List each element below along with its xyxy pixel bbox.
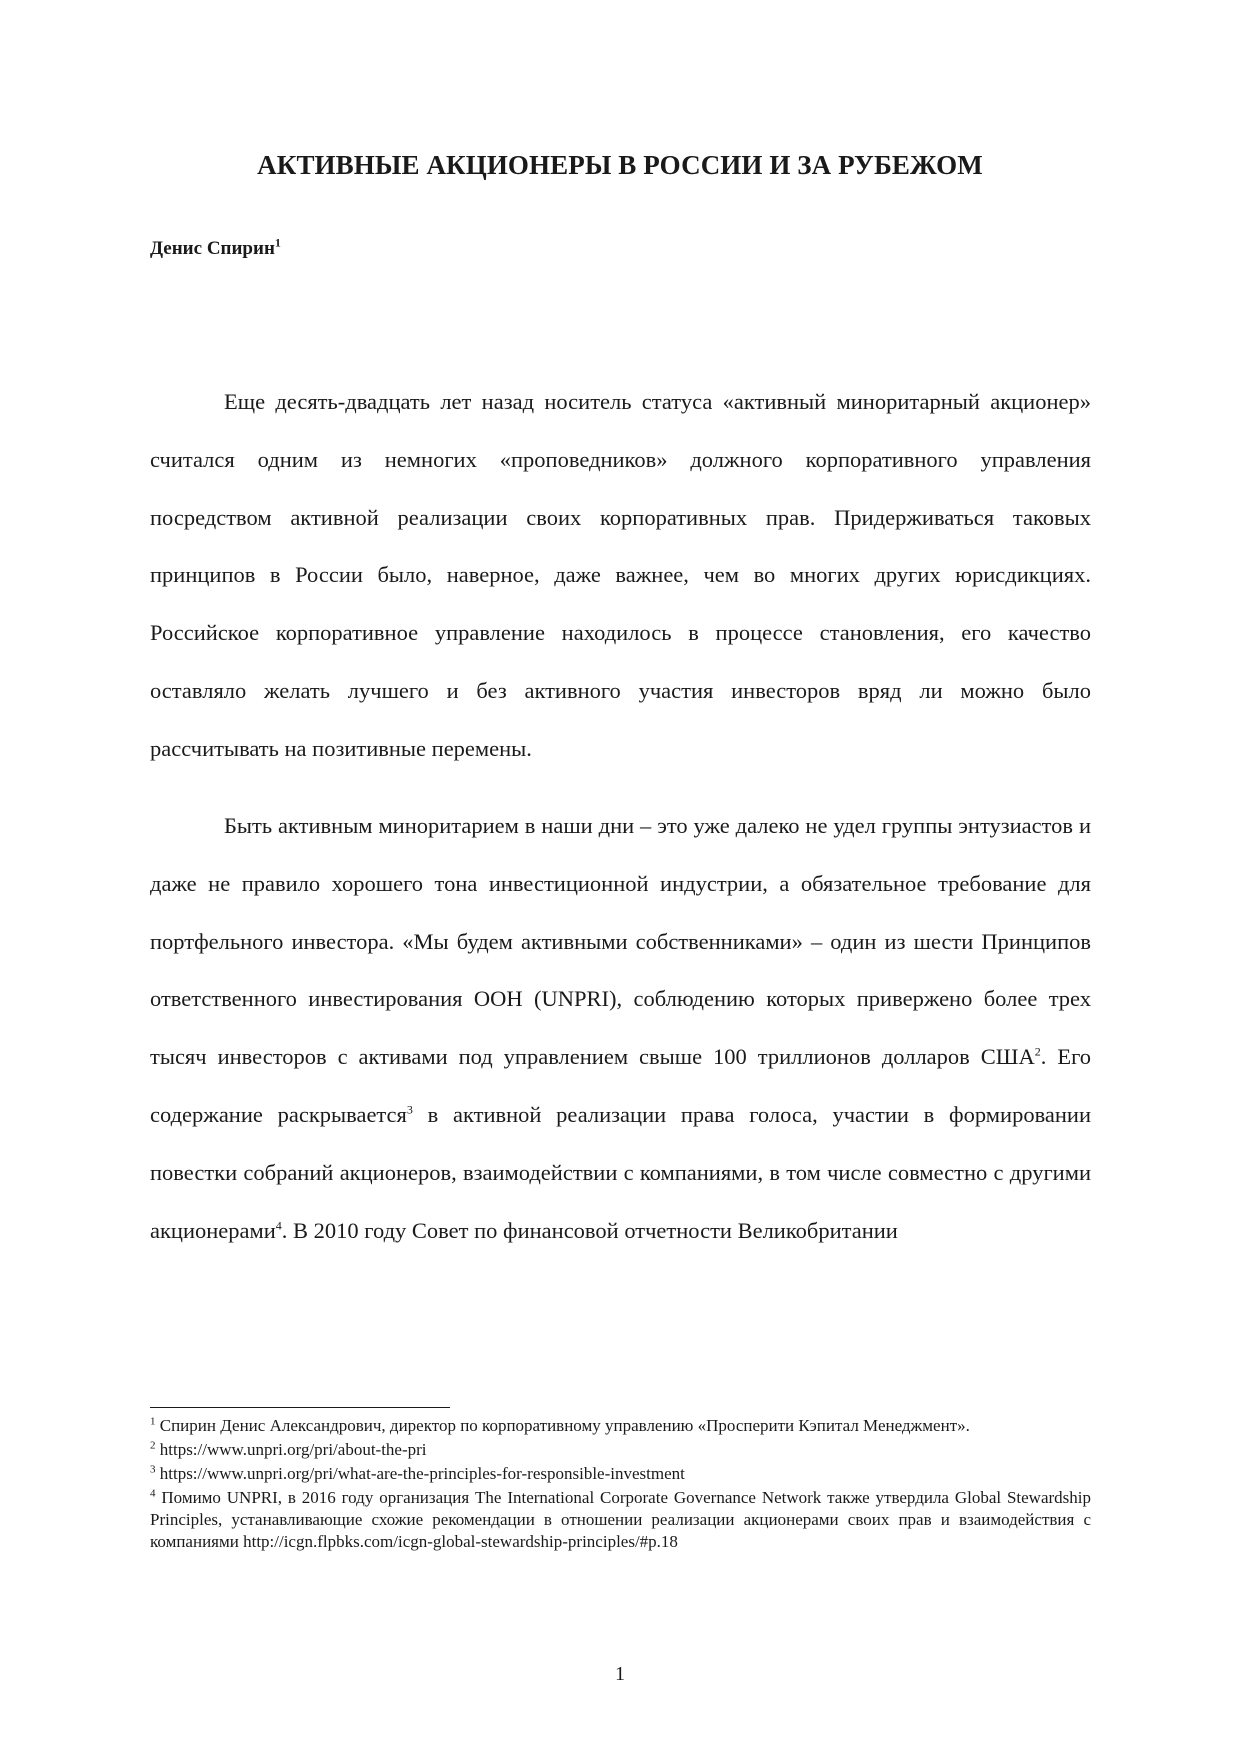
author-footnote-ref: 1 — [274, 235, 281, 250]
footnote-ref-2: 2 — [1034, 1044, 1041, 1059]
footnote-3 — [150, 1463, 1091, 1485]
paragraph-2-seg4: . В 2010 году Совет по финансовой отчетности Великобритании — [281, 1217, 898, 1243]
footnote-ref-3: 3 — [406, 1102, 413, 1117]
footnote-1 — [150, 1415, 1091, 1437]
footnote-2-text: https://www.unpri.org/pri/about-the-pri — [159, 1440, 427, 1459]
paragraph-2 — [150, 797, 1091, 1259]
footnotes — [150, 1415, 1091, 1555]
footnote-4-num: 4 — [150, 1487, 156, 1500]
footnote-3-num: 3 — [150, 1463, 156, 1476]
footnote-2 — [150, 1439, 1091, 1461]
footnote-1-text: Спирин Денис Александрович, директор по корпоративному управлению «Просперити Кэпитал Менеджмент». — [159, 1416, 970, 1435]
footnote-2-num: 2 — [150, 1439, 156, 1452]
footnote-4 — [150, 1487, 1091, 1553]
footnote-4-text: Помимо UNPRI, в 2016 году организация The International Corporate Governance Network также утвердила Global Stewardship Principles, устанавливающие схожие рекомендации в отношении реализации акционерами своих прав и взаимодействия с компаниями http://icgn.flpbks.com/icgn-global-stewardship-principles/#p.18 — [150, 1488, 1092, 1551]
footnote-separator — [150, 1407, 450, 1408]
author-name: Денис Спирин — [150, 238, 275, 259]
footnote-3-text: https://www.unpri.org/pri/what-are-the-principles-for-responsible-investment — [159, 1464, 685, 1483]
document-title: АКТИВНЫЕ АКЦИОНЕРЫ В РОССИИ И ЗА РУБЕЖОМ — [257, 150, 983, 180]
page-number: 1 — [615, 1663, 625, 1685]
footnote-1-num: 1 — [150, 1415, 156, 1428]
paragraph-2-seg1: Быть активным миноритарием в наши дни – это уже далеко не удел группы энтузиастов и даже не правило хорошего тона инвестиционной индустрии, а обязательное требование для портфельного инвестора. «Мы будем активными собственниками» – один из шести Принципов ответственного инвестирования ООН (UNPRI), соблюдению которых привержено более трех тысяч инвесторов с активами под управлением свыше 100 триллионов долларов США — [150, 813, 1091, 1070]
paragraph-1 — [150, 373, 1091, 778]
author-line — [150, 235, 281, 260]
paragraph-1-text: Еще десять-двадцать лет назад носитель статуса «активный миноритарный акционер» считался одним из немногих «проповедников» должного корпоративного управления посредством активной реализации своих корпоративных прав. Придерживаться таковых принципов в России было, наверное, даже важнее, чем во многих других юрисдикциях. Российское корпоративное управление находилось в процессе становления, его качество оставляло желать лучшего и без активного участия инвесторов вряд ли можно было рассчитывать на позитивные перемены. — [150, 389, 1091, 761]
footnote-ref-4: 4 — [275, 1218, 282, 1233]
paragraph-2-seg3: в активной реализации права голоса, участии в формировании повестки собраний акционеров, взаимодействии с компаниями, в том числе совместно с другими акционерами — [150, 1101, 1092, 1243]
paragraph-2-seg2: . Его содержание раскрывается — [150, 1044, 1091, 1127]
